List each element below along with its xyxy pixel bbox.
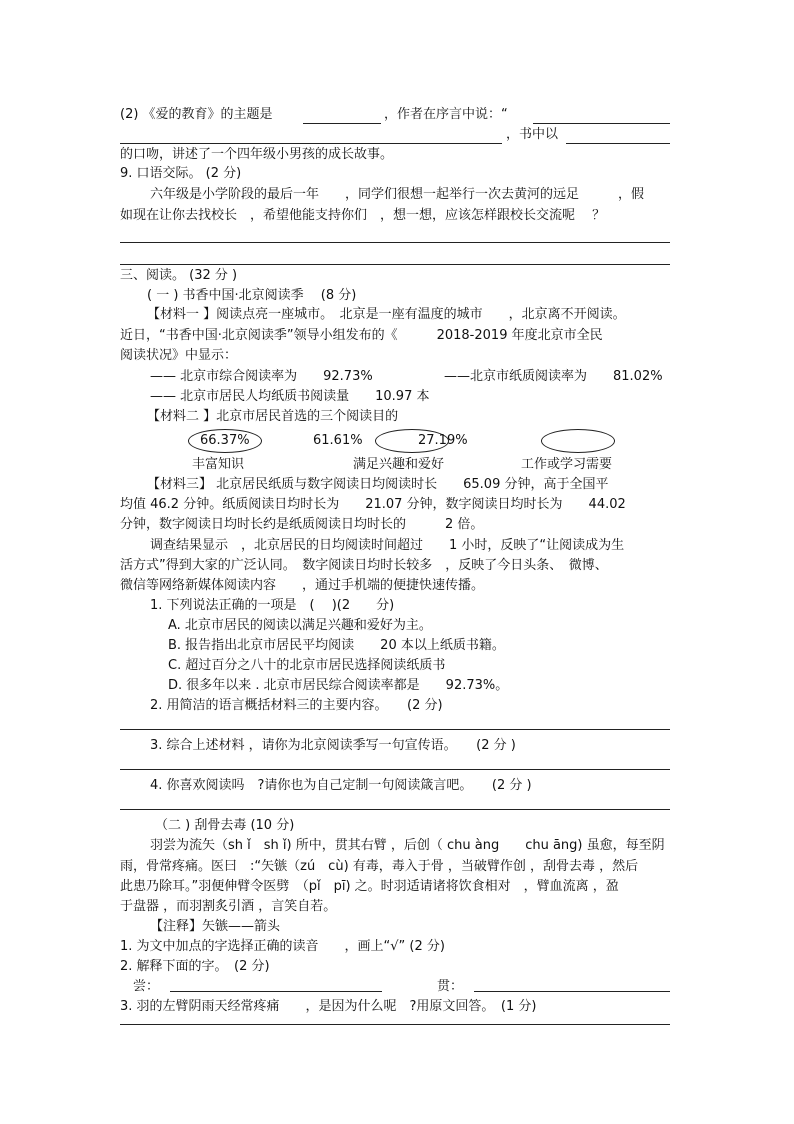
purpose-label-2: 满足兴趣和爱好 — [353, 457, 445, 472]
question-3: 3. 综合上述材料 ，请你为北京阅读季写一句宣传语。 (2 分 ) — [150, 738, 516, 753]
classical-text-line-3: 此患乃除耳。”羽便伸臂令医劈 （pǐ pī) 之。时羽适请诸将饮食相对 ，臂血流离 ，盈 — [120, 879, 619, 894]
annotation-note: 【注释】矢镞——箭头 — [150, 919, 281, 934]
question-1-option-d: D. 很多年以来 . 北京市居民综合阅读率都是 92.73%。 — [168, 678, 509, 693]
answer-oval-3[interactable] — [541, 429, 615, 453]
q9-paragraph-line-1: 六年级是小学阶段的最后一年 ，同学们很想一起举行一次去黄河的远足 ，假 — [150, 187, 645, 202]
stat-composite-rate: —— 北京市综合阅读率为 92.73% — [150, 369, 373, 384]
question-1-option-c: C. 超过百分之八十的北京市居民选择阅读纸质书 — [168, 658, 446, 673]
answer-line-q9-2[interactable] — [120, 264, 670, 265]
classical-text-line-2: 雨，骨常疼痛。医曰 :“矢镞（zú cù) 有毒，毒入于骨 ，当破臂作创 ，刮骨去毒 ，然后 — [120, 859, 639, 874]
material-1-line-2: 近日，“书香中国·北京阅读季”领导小组发布的《 2018-2019 年度北京市全民 — [120, 328, 603, 343]
answer-line-theme[interactable] — [303, 123, 381, 124]
question-6: 2. 解释下面的字。 (2 分) — [120, 959, 270, 974]
answer-line-question-3[interactable] — [120, 769, 670, 770]
material-3-line-1: 【材料三】 北京居民纸质与数字阅读日均阅读时长 65.09 分钟，高于全国平 — [147, 477, 609, 492]
question-2: 2. 用简洁的语言概括材料三的主要内容。 (2 分) — [150, 698, 443, 713]
survey-paragraph-line-2: 活方式”得到大家的广泛认同。 数字阅读日均时长较多 ，反映了今日头条、 微博、 — [120, 558, 608, 573]
purpose-pct-2: 61.61% — [313, 433, 363, 448]
classical-text-line-4: 于盘器 ，而羽割炙引酒 ，言笑自若。 — [120, 899, 337, 914]
part-1-title: ( 一 ) 书香中国·北京阅读季 (8 分) — [147, 288, 357, 303]
question-1-option-b: B. 报告指出北京市居民平均阅读 20 本以上纸质书籍。 — [168, 638, 505, 653]
material-1-line-3: 阅读状况》中显示： — [120, 348, 238, 363]
q8-2-text-d: 的口吻，讲述了一个四年级小男孩的成长故事。 — [120, 147, 394, 162]
question-1-option-a: A. 北京市居民的阅读以满足兴趣和爱好为主。 — [168, 618, 432, 633]
answer-line-preface-1[interactable] — [533, 123, 670, 124]
answer-line-q9-1[interactable] — [120, 242, 670, 243]
q9-paragraph-line-2: 如现在让你去找校长 ，希望他能支持你们 ，想一想，应该怎样跟校长交流呢 ？ — [120, 208, 606, 223]
question-6-word-chang: 尝： — [133, 979, 160, 994]
material-3-line-2: 均值 46.2 分钟。纸质阅读日均时长为 21.07 分钟，数字阅读日均时长为 44.02 — [120, 497, 626, 512]
q8-2-text-b: ，作者在序言中说：“ — [384, 107, 508, 122]
purpose-label-3: 工作或学习需要 — [521, 457, 613, 472]
classical-text-line-1: 羽尝为流矢（sh ǐ sh ǐ) 所中，贯其右臂 ，后创（ chu àng chu āng) 虽愈，每至阴 — [150, 838, 665, 853]
q8-2-text-a: (2) 《爱的教育》的主题是 — [120, 107, 273, 122]
q9-title: 9. 口语交际。 (2 分) — [120, 166, 242, 181]
purpose-pct-3: 27.19% — [418, 433, 468, 448]
survey-paragraph-line-3: 微信等网络新媒体阅读内容 ，通过手机端的便捷快速传播。 — [120, 578, 485, 593]
q8-2-text-c: ，书中以 — [506, 127, 559, 142]
question-5: 1. 为文中加点的字选择正确的读音 ，画上“√” (2 分) — [120, 939, 445, 954]
answer-line-preface-2[interactable] — [120, 143, 502, 144]
material-2-title: 【材料二 】北京市居民首选的三个阅读目的 — [147, 409, 399, 424]
question-7: 3. 羽的左臂阴雨天经常疼痛 ，是因为什么呢 ?用原文回答。 (1 分) — [120, 999, 537, 1014]
stat-paper-rate: ——北京市纸质阅读率为 81.02% — [444, 369, 663, 384]
question-1: 1. 下列说法正确的一项是 ( )(2 分) — [150, 598, 395, 613]
purpose-pct-1: 66.37% — [200, 433, 250, 448]
material-1-line-1: 【材料一 】阅读点亮一座城市。 北京是一座有温度的城市 ，北京离不开阅读。 — [147, 307, 626, 322]
purpose-label-1: 丰富知识 — [192, 457, 245, 472]
survey-paragraph-line-1: 调查结果显示 ，北京居民的日均阅读时间超过 1 小时，反映了“让阅读成为生 — [150, 538, 625, 553]
answer-line-question-7[interactable] — [120, 1024, 670, 1025]
stat-books-per-capita: —— 北京市居民人均纸质书阅读量 10.97 本 — [150, 389, 430, 404]
answer-line-perspective[interactable] — [566, 143, 670, 144]
answer-line-guan[interactable] — [474, 991, 670, 992]
answer-line-chang[interactable] — [170, 991, 382, 992]
question-6-word-guan: 贯： — [437, 979, 464, 994]
part-2-title: （二 ) 刮骨去毒 (10 分) — [155, 818, 295, 833]
question-4: 4. 你喜欢阅读吗 ?请你也为自己定制一句阅读箴言吧。 (2 分 ) — [150, 778, 532, 793]
section-3-title: 三、阅读。 (32 分 ) — [120, 268, 238, 283]
material-3-line-3: 分钟，数字阅读日均时长约是纸质阅读日均时长的 2 倍。 — [120, 517, 484, 532]
answer-line-question-2[interactable] — [120, 729, 670, 730]
answer-line-question-4[interactable] — [120, 809, 670, 810]
